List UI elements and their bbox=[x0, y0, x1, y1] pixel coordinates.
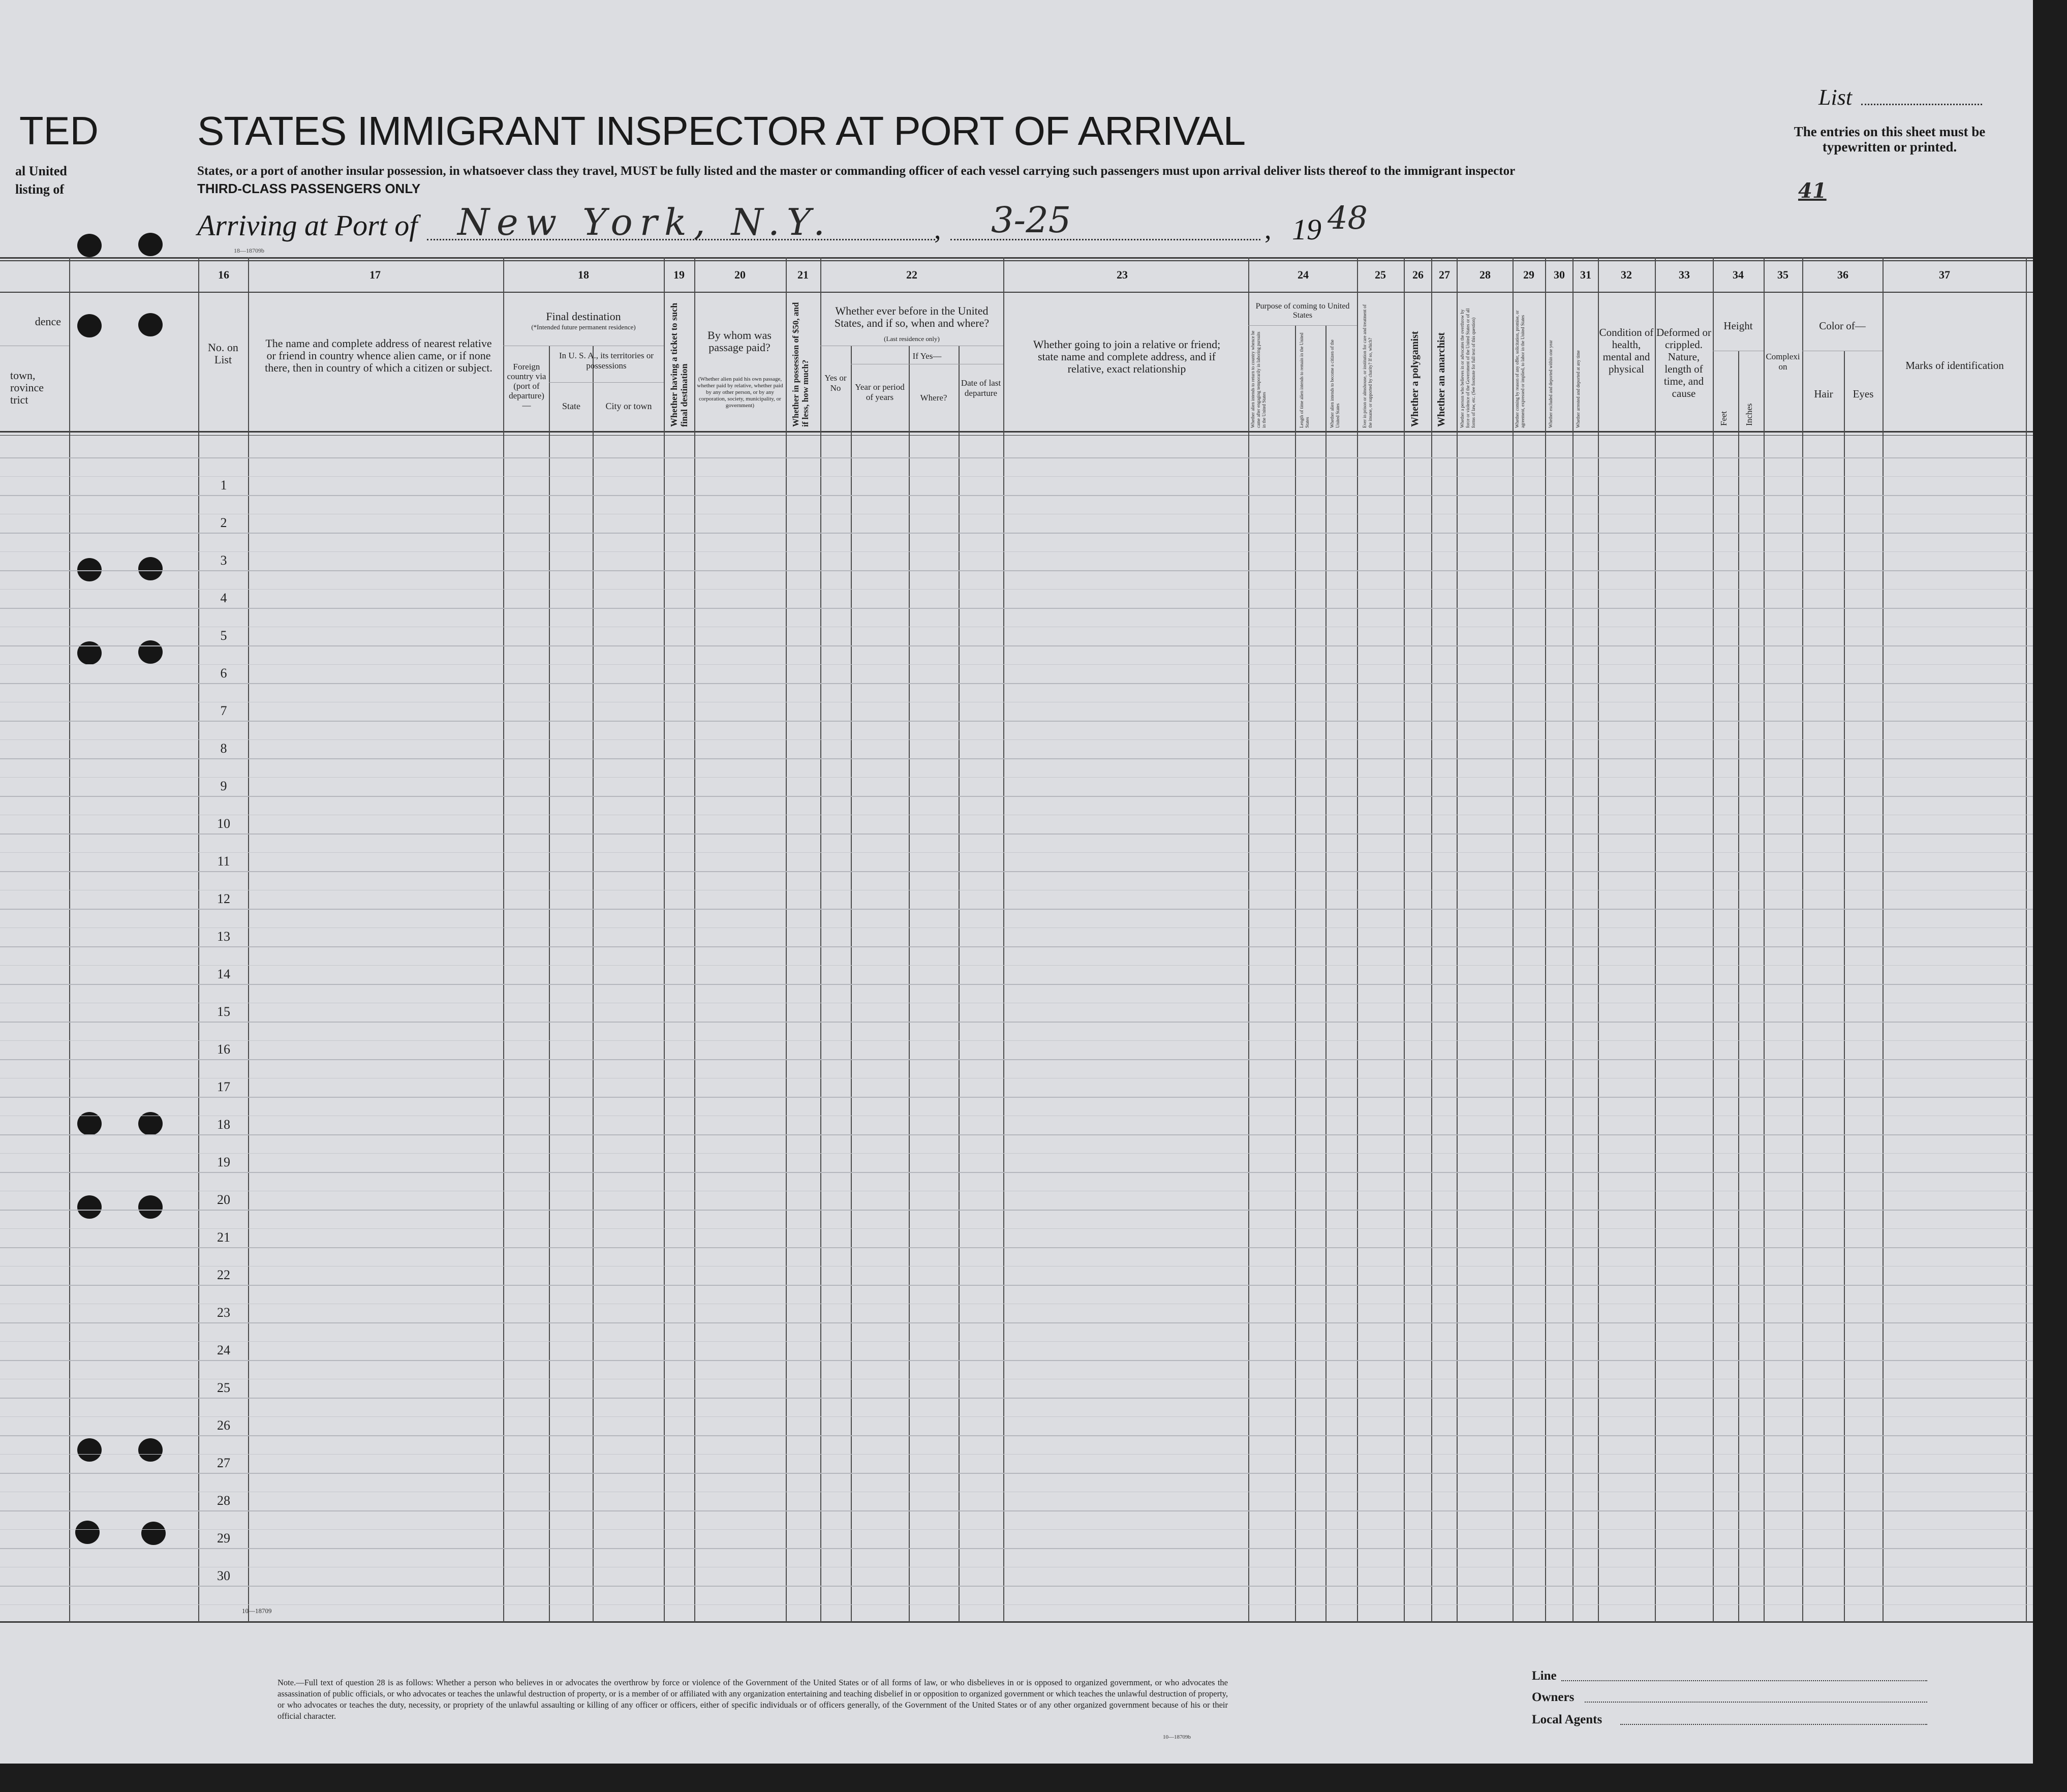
row-rule bbox=[0, 1604, 2033, 1605]
left-fragment-line: listing of bbox=[15, 182, 65, 197]
row-rule bbox=[0, 909, 2033, 910]
row-number: 23 bbox=[217, 1305, 230, 1320]
row-number: 8 bbox=[220, 741, 227, 756]
col-divider bbox=[1764, 257, 1765, 1622]
col-divider bbox=[2026, 257, 2027, 1622]
col-divider bbox=[1357, 257, 1358, 1622]
row-rule bbox=[0, 589, 2033, 590]
punch-hole bbox=[77, 1438, 102, 1462]
col-number-23: 23 bbox=[1117, 268, 1128, 281]
colnum-rule bbox=[0, 292, 2033, 293]
col-divider bbox=[1802, 257, 1803, 1622]
header-offer-labor: Whether coming by reason of any offer, solicitation, promise, or agreement, expressed or implied, to labor in the United States bbox=[1515, 310, 1525, 428]
header-hair: Hair bbox=[1814, 388, 1833, 400]
agents-label: Local Agents bbox=[1532, 1713, 1602, 1726]
row-number: 30 bbox=[217, 1568, 230, 1583]
row-rule bbox=[0, 1548, 2033, 1549]
header-passage-paid-sub: (Whether alien paid his own passage, whether paid by relative, whether paid by any other person, or by any corporation, society, municipality, or government) bbox=[697, 376, 783, 409]
subcol-divider bbox=[1738, 351, 1739, 1622]
row-rule bbox=[0, 871, 2033, 872]
row-rule bbox=[0, 1285, 2033, 1286]
fragment-header: rovince bbox=[10, 381, 44, 394]
col-number-32: 32 bbox=[1621, 268, 1632, 281]
row-rule bbox=[0, 852, 2033, 853]
header-anarchist: Whether an anarchist bbox=[1436, 332, 1447, 427]
row-number: 16 bbox=[217, 1042, 230, 1057]
col-number-35: 35 bbox=[1777, 268, 1788, 281]
row-number: 13 bbox=[217, 929, 230, 944]
col-number-28: 28 bbox=[1479, 268, 1491, 281]
row-rule bbox=[0, 1360, 2033, 1361]
row-number: 17 bbox=[217, 1079, 230, 1094]
row-number: 22 bbox=[217, 1268, 230, 1282]
row-rule bbox=[0, 1228, 2033, 1229]
punch-hole bbox=[77, 314, 102, 337]
header-final-destination: Final destination bbox=[546, 310, 621, 323]
row-rule bbox=[0, 1510, 2033, 1511]
row-rule bbox=[0, 1529, 2033, 1530]
row-rule bbox=[0, 551, 2033, 552]
row-rule bbox=[0, 664, 2033, 665]
header-where: Where? bbox=[920, 393, 947, 403]
col-divider bbox=[1003, 257, 1004, 1622]
form-code: 10—18709 bbox=[242, 1607, 272, 1615]
col-number-34: 34 bbox=[1733, 268, 1744, 281]
row-rule bbox=[0, 796, 2033, 797]
form-code-top: 18—18709b bbox=[234, 247, 264, 254]
punch-hole bbox=[138, 1195, 163, 1219]
year-prefix: 19 bbox=[1292, 213, 1321, 246]
list-label: List bbox=[1818, 85, 1853, 110]
row-rule bbox=[0, 1586, 2033, 1587]
col-number-20: 20 bbox=[734, 268, 746, 281]
row-number: 21 bbox=[217, 1230, 230, 1245]
punch-hole bbox=[141, 1522, 166, 1545]
col-number-33: 33 bbox=[1679, 268, 1690, 281]
class-line: THIRD-CLASS PASSENGERS ONLY bbox=[197, 181, 421, 196]
row-rule bbox=[0, 1416, 2033, 1417]
header-ever-before: Whether ever before in the United States, and if so, when and where? bbox=[834, 304, 990, 329]
row-rule bbox=[0, 457, 2033, 458]
header-nearest-relative: The name and complete address of nearest relative or friend in country whence alien came, or if none there, then in country of which a citizen or subject. bbox=[265, 337, 492, 374]
header-polygamist: Whether a polygamist bbox=[1409, 331, 1421, 427]
header-eyes: Eyes bbox=[1853, 388, 1874, 400]
comma: , bbox=[934, 214, 941, 244]
header-height: Height bbox=[1723, 320, 1753, 332]
header-overthrow: Whether a person who believes in or advocates the overthrow by force or violence of the Government of the United States or of all forms of law, etc. (See footnote for full text of this question) bbox=[1460, 308, 1476, 428]
col-divider bbox=[1431, 257, 1432, 1622]
header-in-usa: In U. S. A., its territories or possessions bbox=[559, 351, 654, 370]
col-number-36: 36 bbox=[1837, 268, 1848, 281]
header-year-period: Year or period of years bbox=[855, 382, 905, 402]
row-rule bbox=[0, 608, 2033, 609]
table-top-rule-2 bbox=[0, 260, 2033, 261]
row-number: 3 bbox=[220, 553, 227, 568]
punch-hole bbox=[77, 1195, 102, 1219]
year-value: 48 bbox=[1328, 199, 1368, 236]
header-arrested: Whether arrested and deported at any time bbox=[1576, 350, 1581, 428]
col-divider bbox=[1513, 257, 1514, 1622]
row-rule bbox=[0, 1134, 2033, 1135]
entries-note: The entries on this sheet must be typewritten or printed. bbox=[1794, 124, 1986, 155]
header-no-on-list: No. on List bbox=[208, 341, 238, 366]
header-possession-50: Whether in possession of $50, and if less, how much? bbox=[791, 302, 810, 427]
header-bottom-rule bbox=[0, 431, 2033, 432]
col-number-30: 30 bbox=[1554, 268, 1565, 281]
col-number-31: 31 bbox=[1580, 268, 1591, 281]
row-number: 24 bbox=[217, 1343, 230, 1357]
header-feet: Feet bbox=[1719, 411, 1729, 426]
line-label: Line bbox=[1532, 1669, 1557, 1683]
list-underline bbox=[1861, 104, 1982, 105]
arriving-label: Arriving at Port of bbox=[197, 209, 418, 242]
row-number: 1 bbox=[220, 478, 227, 492]
table-bottom-rule bbox=[0, 1621, 2033, 1623]
punch-hole bbox=[77, 641, 102, 665]
left-title-fragment: TED bbox=[19, 108, 99, 153]
owners-label: Owners bbox=[1532, 1690, 1575, 1704]
row-rule bbox=[0, 1247, 2033, 1248]
row-number: 29 bbox=[217, 1531, 230, 1546]
header-complexion: Complexion bbox=[1766, 352, 1800, 372]
header-ever-before-sub: (Last residence only) bbox=[884, 335, 940, 343]
col-number-17: 17 bbox=[369, 268, 381, 281]
row-rule bbox=[0, 1022, 2033, 1023]
row-number: 19 bbox=[217, 1155, 230, 1169]
fragment-header: trict bbox=[10, 393, 28, 406]
punch-hole bbox=[138, 233, 163, 256]
col-number-19: 19 bbox=[673, 268, 685, 281]
row-number: 7 bbox=[220, 703, 227, 718]
subcol-divider bbox=[1844, 351, 1845, 1622]
row-number: 20 bbox=[217, 1192, 230, 1207]
col-number-26: 26 bbox=[1412, 268, 1424, 281]
col-divider bbox=[69, 257, 70, 1622]
row-number: 14 bbox=[217, 967, 230, 981]
row-rule bbox=[0, 1172, 2033, 1173]
header-join-relative: Whether going to join a relative or friend; state name and complete address, and if relative, exact relationship bbox=[1033, 338, 1221, 375]
sheet-number: 41 bbox=[1798, 179, 1827, 203]
col-number-16: 16 bbox=[218, 268, 229, 281]
row-number: 26 bbox=[217, 1418, 230, 1433]
row-number: 9 bbox=[220, 779, 227, 793]
subheader-rule bbox=[1248, 325, 1357, 326]
fragment-header: dence bbox=[35, 315, 61, 328]
punch-hole bbox=[77, 558, 102, 581]
comma: , bbox=[1264, 214, 1272, 244]
col-number-21: 21 bbox=[797, 268, 809, 281]
instructions-text: States, or a port of another insular possession, in whatsoever class they travel, MUST be fully listed and the master or commanding officer of each vessel carrying such passengers must upon arrival deliver lists thereof to the immigrant inspector bbox=[197, 164, 1516, 178]
left-fragment-line: al United bbox=[15, 164, 67, 178]
col-divider bbox=[1248, 257, 1249, 1622]
header-excluded: Whether excluded and deported within one year bbox=[1548, 340, 1553, 428]
row-rule bbox=[0, 739, 2033, 740]
row-rule bbox=[0, 1398, 2033, 1399]
row-number: 15 bbox=[217, 1004, 230, 1019]
col-number-25: 25 bbox=[1375, 268, 1386, 281]
header-health: Condition of health, mental and physical bbox=[1599, 326, 1654, 375]
row-rule bbox=[0, 1059, 2033, 1060]
subcol-divider bbox=[1325, 325, 1326, 1622]
row-number: 18 bbox=[217, 1117, 230, 1132]
date-value: 3-25 bbox=[991, 199, 1071, 241]
row-rule bbox=[0, 1435, 2033, 1436]
col-divider bbox=[1713, 257, 1714, 1622]
row-number: 28 bbox=[217, 1493, 230, 1508]
row-rule bbox=[0, 984, 2033, 985]
punch-hole bbox=[138, 1438, 163, 1462]
header-ticket: Whether having a ticket to such final destination bbox=[669, 302, 689, 427]
col-divider bbox=[1545, 257, 1546, 1622]
header-state: State bbox=[562, 401, 580, 411]
header-bottom-rule-2 bbox=[0, 435, 2033, 436]
header-color-of: Color of— bbox=[1819, 320, 1866, 332]
row-rule bbox=[0, 683, 2033, 684]
row-rule bbox=[0, 1040, 2033, 1041]
header-purpose-a: Whether alien intends to return to country whence he came after engaging temporarily in laboring pursuits in the United States bbox=[1250, 330, 1267, 428]
owners-underline bbox=[1585, 1702, 1927, 1703]
row-rule bbox=[0, 1097, 2033, 1098]
col-divider bbox=[664, 257, 665, 1622]
header-purpose-b: Length of time alien intends to remain in the United States bbox=[1299, 332, 1310, 428]
row-number: 6 bbox=[220, 666, 227, 681]
header-deformed: Deformed or crippled. Nature, length of time, and cause bbox=[1656, 326, 1711, 399]
fragment-header: town, bbox=[10, 369, 36, 382]
row-number: 27 bbox=[217, 1456, 230, 1470]
row-number: 10 bbox=[217, 816, 230, 831]
col-number-24: 24 bbox=[1298, 268, 1309, 281]
header-yes-no: Yes or No bbox=[824, 373, 847, 393]
header-inches: Inches bbox=[1744, 403, 1754, 426]
punch-hole bbox=[138, 640, 163, 664]
col-divider bbox=[248, 257, 249, 1622]
table-top-rule bbox=[0, 257, 2033, 259]
row-rule bbox=[0, 721, 2033, 722]
row-rule bbox=[0, 1153, 2033, 1154]
col-number-27: 27 bbox=[1439, 268, 1450, 281]
row-rule bbox=[0, 965, 2033, 966]
header-prison: Ever in prison or almshouse, or institution for care and treatment of the insane, or supported by charity? If so, which? bbox=[1362, 304, 1373, 428]
punch-hole bbox=[77, 234, 102, 257]
punch-hole bbox=[138, 557, 163, 580]
line-underline bbox=[1561, 1680, 1927, 1681]
row-rule bbox=[0, 758, 2033, 759]
row-rule bbox=[0, 1322, 2033, 1323]
col-number-18: 18 bbox=[578, 268, 589, 281]
row-rule bbox=[0, 1454, 2033, 1455]
footnote-q28: Note.—Full text of question 28 is as follows: Whether a person who believes in or advocates the overthrow by force or violence of the Government of the United States or of all forms of law, or who disbelieves in or is opposed to organized government, or who advocates the assassination of public officials, or who advocates or teaches the unlawful destruction of property, or is a member of or affiliated with any organization entertaining and teaching disbelief in or opposition to organized government or which teaches the unlawful destruction of property, or who advocates or teaches the duty, necessity, or propriety of the unlawful assaulting or killing of any officer or officers, either of specific individuals or of officers generally, of the Government of the United States or of any other organized government because of his or their official character. bbox=[277, 1678, 1228, 1721]
col-number-37: 37 bbox=[1939, 268, 1950, 281]
row-number: 2 bbox=[220, 515, 227, 530]
col-divider bbox=[820, 257, 821, 1622]
row-rule bbox=[0, 1210, 2033, 1211]
col-divider bbox=[1598, 257, 1599, 1622]
col-divider bbox=[1404, 257, 1405, 1622]
col-divider bbox=[198, 257, 199, 1622]
col-divider bbox=[1883, 257, 1884, 1622]
col-divider bbox=[1457, 257, 1458, 1622]
subheader-rule bbox=[549, 382, 664, 383]
row-number: 25 bbox=[217, 1380, 230, 1395]
row-number: 4 bbox=[220, 591, 227, 605]
col-number-22: 22 bbox=[906, 268, 917, 281]
header-passage-paid: By whom was passage paid? bbox=[707, 329, 772, 354]
port-value: New York, N.Y. bbox=[457, 201, 832, 243]
col-divider bbox=[1655, 257, 1656, 1622]
row-rule bbox=[0, 1341, 2033, 1342]
row-rule bbox=[0, 476, 2033, 477]
row-rule bbox=[0, 645, 2033, 646]
header-last-departure: Date of last departure bbox=[961, 378, 1001, 398]
col-divider bbox=[786, 257, 787, 1622]
header-if-yes: If Yes— bbox=[912, 351, 942, 361]
row-rule bbox=[0, 1473, 2033, 1474]
row-rule bbox=[0, 777, 2033, 778]
header-final-destination-sub: (*Intended future permanent residence) bbox=[531, 323, 636, 331]
col-divider bbox=[1572, 257, 1574, 1622]
header-city-town: City or town bbox=[605, 401, 652, 411]
footnote-code: 10—18709b bbox=[1163, 1734, 1191, 1740]
punch-hole bbox=[138, 313, 163, 336]
row-rule bbox=[0, 495, 2033, 496]
header-identification: Marks of identification bbox=[1905, 359, 2004, 372]
header-purpose: Purpose of coming to United States bbox=[1255, 302, 1350, 320]
row-number: 5 bbox=[220, 628, 227, 643]
page-title: STATES IMMIGRANT INSPECTOR AT PORT OF ARRIVAL bbox=[197, 108, 1246, 153]
agents-underline bbox=[1620, 1724, 1927, 1725]
header-purpose-c: Whether alien intends to become a citizen of the United States bbox=[1330, 339, 1340, 428]
subcol-divider bbox=[1295, 325, 1296, 1622]
row-number: 12 bbox=[217, 891, 230, 906]
col-divider bbox=[503, 257, 504, 1622]
row-number: 11 bbox=[217, 854, 230, 869]
row-rule bbox=[0, 833, 2033, 835]
row-rule bbox=[0, 946, 2033, 947]
col-divider bbox=[694, 257, 695, 1622]
punch-hole bbox=[75, 1521, 100, 1544]
header-foreign-country: Foreign country via (port of departure)— bbox=[507, 362, 546, 410]
col-number-29: 29 bbox=[1523, 268, 1534, 281]
row-rule bbox=[0, 533, 2033, 534]
row-rule bbox=[0, 570, 2033, 571]
